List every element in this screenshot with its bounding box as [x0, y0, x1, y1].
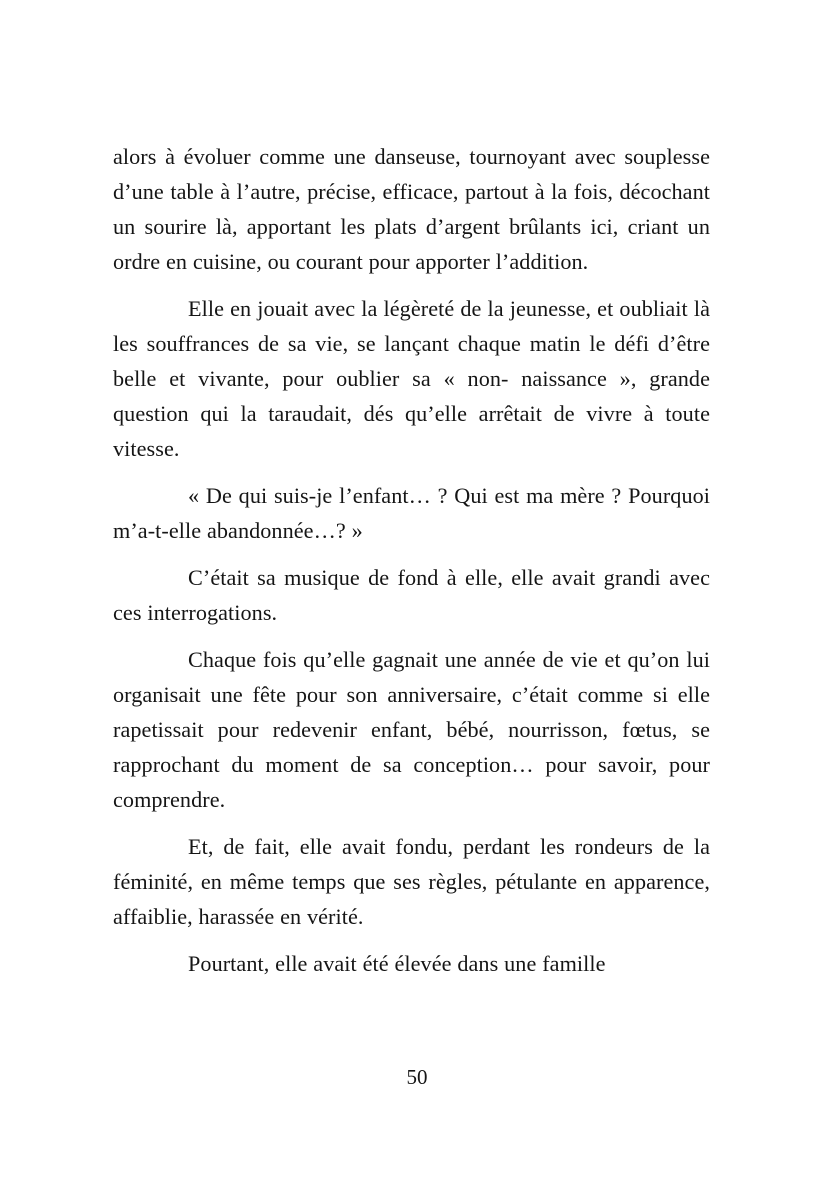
paragraph-cut-off: Pourtant, elle avait été élevée dans une famille — [188, 951, 606, 976]
page-text-block — [113, 139, 710, 981]
paragraph: Elle en jouait avec la légèreté de la jeunesse, et oubliait là les souffrances de sa vie, se lançant chaque matin le défi d’être belle et vivante, pour oublier sa « non- naissance », grande question qui la taraudait, dés qu’elle arrêtait de vivre à toute vitesse. — [113, 296, 710, 461]
paragraph-dialogue: « De qui suis-je l’enfant… ? Qui est ma mère ? Pourquoi m’a-t-elle abandonnée…? » — [113, 483, 710, 543]
page-number: 50 — [406, 1065, 428, 1089]
paragraph: Et, de fait, elle avait fondu, perdant les rondeurs de la féminité, en même temps que ses règles, pétulante en apparence, affaiblie, harassée en vérité. — [113, 834, 710, 929]
paragraph: Chaque fois qu’elle gagnait une année de vie et qu’on lui organisait une fête pour son anniversaire, c’était comme si elle rapetissait pour redevenir enfant, bébé, nourrisson, fœtus, se rapprochant du moment de sa conception… pour savoir, pour comprendre. — [113, 647, 710, 812]
paragraph: C’était sa musique de fond à elle, elle avait grandi avec ces interrogations. — [113, 565, 710, 625]
paragraph-continuation: alors à évoluer comme une danseuse, tournoyant avec souplesse d’une table à l’autre, précise, efficace, partout à la fois, décochant un sourire là, apportant les plats d’argent brûlants ici, criant un ordre en cuisine, ou courant pour apporter l’addition. — [113, 144, 710, 274]
